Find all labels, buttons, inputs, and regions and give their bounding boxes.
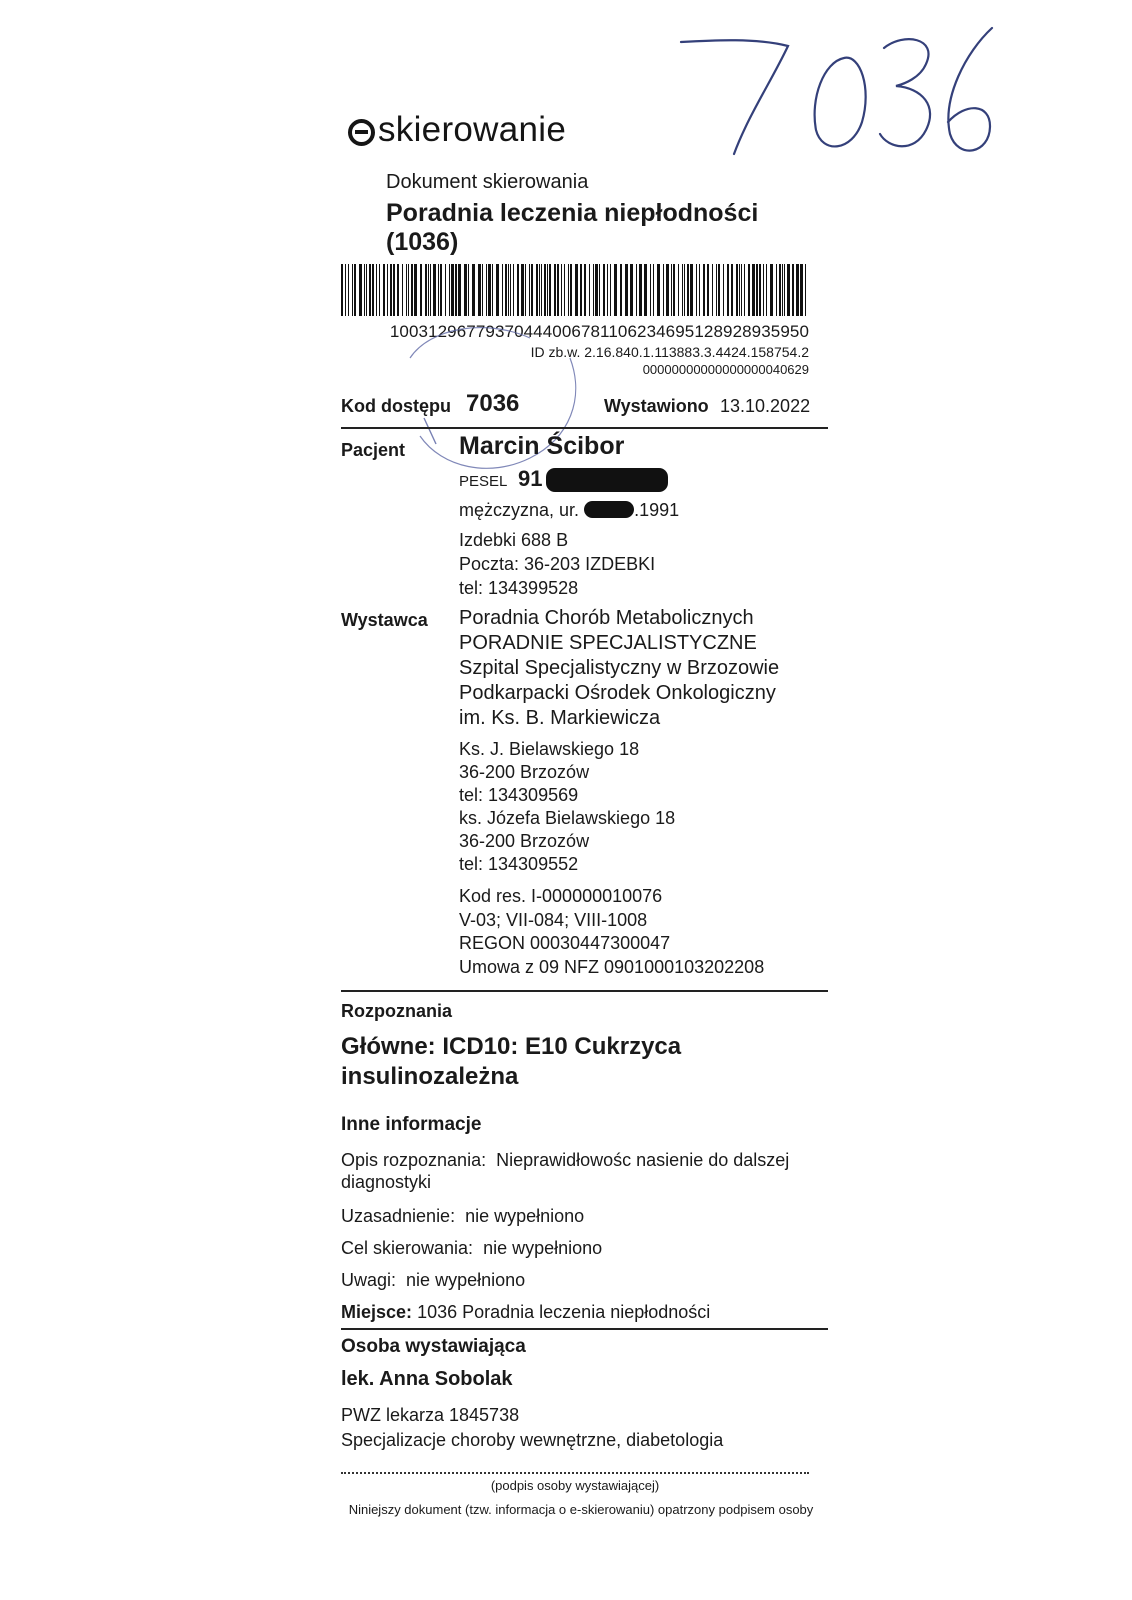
barcode-bar <box>787 264 790 316</box>
uzasadnienie <box>341 1205 821 1227</box>
sex-prefix: mężczyzna, ur. <box>459 500 580 520</box>
barcode-bar <box>614 264 617 316</box>
barcode-bar <box>716 264 717 316</box>
diagnosis-heading: Rozpoznania <box>341 1001 452 1021</box>
signature-caption: (podpis osoby wystawiającej) <box>490 1478 660 1493</box>
barcode-bar <box>449 264 450 316</box>
barcode-bar <box>663 264 664 316</box>
issuer-unit-line: PORADNIE SPECJALISTYCZNE <box>459 632 757 654</box>
barcode-bar <box>620 264 622 316</box>
barcode-bar <box>458 264 461 316</box>
eskierowanie-logo <box>348 110 566 150</box>
document-id: ID zb.w. 2.16.840.1.113883.3.4424.158754.2 <box>530 344 809 360</box>
barcode-bar <box>589 264 590 316</box>
barcode-bar <box>364 264 365 316</box>
cel-label: Cel skierowania: <box>341 1238 474 1258</box>
barcode-bar <box>584 264 586 316</box>
barcode-bar <box>707 264 709 316</box>
barcode-bar <box>673 264 675 316</box>
document-title: Poradnia leczenia niepłodności (1036) <box>386 199 759 256</box>
barcode-bar <box>699 264 700 316</box>
barcode-bar <box>599 264 600 316</box>
barcode-bar <box>610 264 611 316</box>
barcode-bar <box>482 264 483 316</box>
pesel-label: PESEL <box>459 473 508 490</box>
barcode-bar <box>687 264 689 316</box>
barcode-bar <box>544 264 546 316</box>
barcode-bar <box>727 264 729 316</box>
barcode-bar <box>796 264 799 316</box>
uwagi-label: Uwagi: <box>341 1270 397 1290</box>
barcode-bar <box>445 264 446 316</box>
barcode-bar <box>517 264 519 316</box>
barcode-bar <box>779 264 781 316</box>
barcode-bar <box>492 264 493 316</box>
barcode-bar <box>653 264 654 316</box>
access-code: 7036 <box>466 390 520 417</box>
issuer-address-line: 36-200 Brzozów <box>459 762 590 782</box>
barcode-bar <box>541 264 542 316</box>
miejsce-label: Miejsce: <box>341 1302 413 1322</box>
pwz-number: PWZ lekarza 1845738 <box>341 1405 520 1425</box>
barcode-bar <box>739 264 740 316</box>
barcode-bar <box>625 264 628 316</box>
barcode-bar <box>805 264 806 316</box>
barcode-bar <box>731 264 733 316</box>
uzasadnienie-label: Uzasadnienie: <box>341 1206 456 1226</box>
issuer-code-line: Umowa z 09 NFZ 0901000103202208 <box>459 956 765 977</box>
issuer-unit-line: im. Ks. B. Markiewicza <box>459 707 661 729</box>
cel-value: nie wypełniono <box>483 1238 603 1258</box>
barcode-bar <box>682 264 683 316</box>
footer-note: Niniejszy dokument (tzw. informacja o e-skierowaniu) opatrzony podpisem osoby <box>348 1502 814 1517</box>
barcode-bar <box>478 264 481 316</box>
cel-skierowania <box>341 1237 821 1259</box>
barcode <box>341 264 809 316</box>
barcode-bar <box>414 264 417 316</box>
barcode-bar <box>352 264 353 316</box>
barcode-bar <box>402 264 403 316</box>
barcode-bar <box>666 264 669 316</box>
barcode-bar <box>379 264 380 316</box>
barcode-bar <box>411 264 413 316</box>
e-logo-icon <box>348 119 375 146</box>
issuer-address-line: Ks. J. Bielawskiego 18 <box>459 739 640 759</box>
barcode-bar <box>607 264 608 316</box>
barcode-bar <box>800 264 803 316</box>
divider <box>341 427 828 429</box>
barcode-bar <box>741 264 742 316</box>
barcode-bar <box>464 264 467 316</box>
miejsce <box>341 1301 821 1323</box>
issuer-address-line: tel: 134309552 <box>459 854 579 874</box>
barcode-bar <box>568 264 569 316</box>
barcode-bar <box>406 264 407 316</box>
specializations: Specjalizacje choroby wewnętrzne, diabetologia <box>341 1430 724 1450</box>
barcode-bar <box>451 264 454 316</box>
barcode-bar <box>496 264 499 316</box>
barcode-bar <box>425 264 427 316</box>
barcode-bar <box>593 264 594 316</box>
handwritten-number-text: 7036 <box>676 18 679 19</box>
issuer-code-line: REGON 00030447300047 <box>459 933 671 953</box>
barcode-bar <box>657 264 660 316</box>
birthdate-redaction <box>584 501 634 518</box>
barcode-bar <box>390 264 392 316</box>
diagnosis-main: Główne: ICD10: E10 Cukrzyca insulinozależna <box>341 1033 682 1090</box>
barcode-bar <box>486 264 487 316</box>
barcode-bar <box>723 264 724 316</box>
barcode-bar <box>438 264 439 316</box>
barcode-bar <box>748 264 750 316</box>
issuer-unit <box>459 606 779 731</box>
other-info-heading: Inne informacje <box>341 1114 482 1135</box>
barcode-bar <box>359 264 362 316</box>
barcode-bar <box>549 264 551 316</box>
barcode-bar <box>525 264 526 316</box>
issuer-address-line: ks. Józefa Bielawskiego 18 <box>459 808 676 828</box>
barcode-bar <box>603 264 605 316</box>
barcode-bar <box>776 264 777 316</box>
barcode-bar <box>712 264 713 316</box>
barcode-bar <box>369 264 371 316</box>
barcode-bar <box>468 264 469 316</box>
barcode-bar <box>408 264 409 316</box>
barcode-bar <box>763 264 764 316</box>
barcode-bar <box>703 264 705 316</box>
issuer-address-line: tel: 134309569 <box>459 785 579 805</box>
barcode-bar <box>372 264 374 316</box>
barcode-bar <box>420 264 422 316</box>
barcode-bar <box>440 264 442 316</box>
barcode-bar <box>531 264 533 316</box>
pesel-visible-digits: 91 <box>518 466 543 491</box>
barcode-bar <box>529 264 530 316</box>
patient-name: Marcin Ścibor <box>459 432 625 460</box>
barcode-bar <box>348 264 349 316</box>
uwagi-value: nie wypełniono <box>406 1270 526 1290</box>
divider <box>341 1328 828 1330</box>
barcode-bar <box>756 264 758 316</box>
barcode-bar <box>472 264 475 316</box>
issued-date: 13.10.2022 <box>720 396 811 416</box>
issuing-person-heading: Osoba wystawiająca <box>341 1336 526 1357</box>
barcode-bar <box>397 264 399 316</box>
uzasadnienie-value: nie wypełniono <box>465 1206 585 1226</box>
miejsce-value: 1036 Poradnia leczenia niepłodności <box>417 1302 711 1322</box>
divider <box>341 990 828 992</box>
barcode-bar <box>521 264 524 316</box>
barcode-bar <box>366 264 367 316</box>
barcode-bar <box>639 264 642 316</box>
patient-label: Pacjent <box>341 440 406 460</box>
barcode-bar <box>684 264 685 316</box>
birth-year: .1991 <box>634 500 680 520</box>
barcode-bar <box>345 264 346 316</box>
logo-text: skierowanie <box>378 110 567 149</box>
barcode-bar <box>354 264 356 316</box>
barcode-bar <box>636 264 637 316</box>
barcode-bar <box>554 264 556 316</box>
barcode-bar <box>759 264 761 316</box>
issuer-address <box>459 738 675 876</box>
barcode-bar <box>557 264 559 316</box>
barcode-bar <box>766 264 767 316</box>
barcode-bar <box>510 264 511 316</box>
access-code-label: Kod dostępu <box>341 396 451 416</box>
barcode-bar <box>428 264 429 316</box>
pesel-redaction <box>546 468 668 492</box>
barcode-bar <box>502 264 503 316</box>
patient-phone: tel: 134399528 <box>459 578 579 598</box>
barcode-bar <box>575 264 578 316</box>
issuing-person-name: lek. Anna Sobolak <box>341 1368 513 1390</box>
barcode-bar <box>718 264 720 316</box>
issuer-address-line: 36-200 Brzozów <box>459 831 590 851</box>
issuer-code-line: V-03; VII-084; VIII-1008 <box>459 909 648 930</box>
handwritten-number <box>676 18 1006 168</box>
issuer-unit-line: Poradnia Chorób Metabolicznych <box>459 607 754 629</box>
barcode-bar <box>650 264 651 316</box>
barcode-bar <box>570 264 572 316</box>
barcode-bar <box>782 264 783 316</box>
barcode-bar <box>341 264 343 316</box>
issuer-unit-line: Szpital Specjalistyczny w Brzozowie <box>459 657 780 679</box>
patient-sex-birth <box>459 499 679 521</box>
barcode-bar <box>696 264 697 316</box>
barcode-bar <box>505 264 507 316</box>
issuer-unit-line: Podkarpacki Ośrodek Onkologiczny <box>459 682 776 704</box>
barcode-bar <box>744 264 745 316</box>
barcode-bar <box>752 264 755 316</box>
barcode-bar <box>536 264 538 316</box>
barcode-number: 10031296779370444006781106234695128928935950 <box>389 322 809 341</box>
barcode-bar <box>488 264 491 316</box>
barcode-bar <box>393 264 395 316</box>
barcode-bar <box>547 264 548 316</box>
barcode-bar <box>736 264 738 316</box>
barcode-bar <box>580 264 582 316</box>
barcode-bar <box>678 264 679 316</box>
barcode-bar <box>792 264 794 316</box>
patient-address: Izdebki 688 B <box>459 530 569 550</box>
barcode-bar <box>508 264 509 316</box>
barcode-bar <box>513 264 514 316</box>
opis-value: Nieprawidłowośc nasienie do dalszej diagnostyki <box>341 1150 790 1192</box>
barcode-bar <box>383 264 385 316</box>
opis-rozpoznania <box>341 1149 821 1193</box>
barcode-bar <box>433 264 436 316</box>
barcode-bar <box>644 264 647 316</box>
uwagi <box>341 1269 821 1291</box>
barcode-bar <box>770 264 773 316</box>
issuer-label: Wystawca <box>341 610 428 630</box>
document-id-extension: 00000000000000000040629 <box>642 362 809 377</box>
opis-label: Opis rozpoznania: <box>341 1150 487 1170</box>
barcode-bar <box>376 264 377 316</box>
barcode-bar <box>671 264 672 316</box>
barcode-bar <box>387 264 388 316</box>
barcode-bar <box>539 264 540 316</box>
issuer-code-line: Kod res. I-000000010076 <box>459 886 663 906</box>
barcode-bar <box>690 264 693 316</box>
signature-line <box>341 1472 809 1474</box>
barcode-bar <box>455 264 457 316</box>
barcode-bar <box>630 264 633 316</box>
barcode-bar <box>430 264 431 316</box>
barcode-bar <box>564 264 565 316</box>
barcode-bar <box>784 264 785 316</box>
document-type-label: Dokument skierowania <box>386 171 589 193</box>
issuer-codes <box>459 885 764 979</box>
barcode-bar <box>561 264 562 316</box>
barcode-bar <box>595 264 598 316</box>
patient-post: Poczta: 36-203 IZDEBKI <box>459 554 656 574</box>
issued-label: Wystawiono <box>604 396 709 416</box>
